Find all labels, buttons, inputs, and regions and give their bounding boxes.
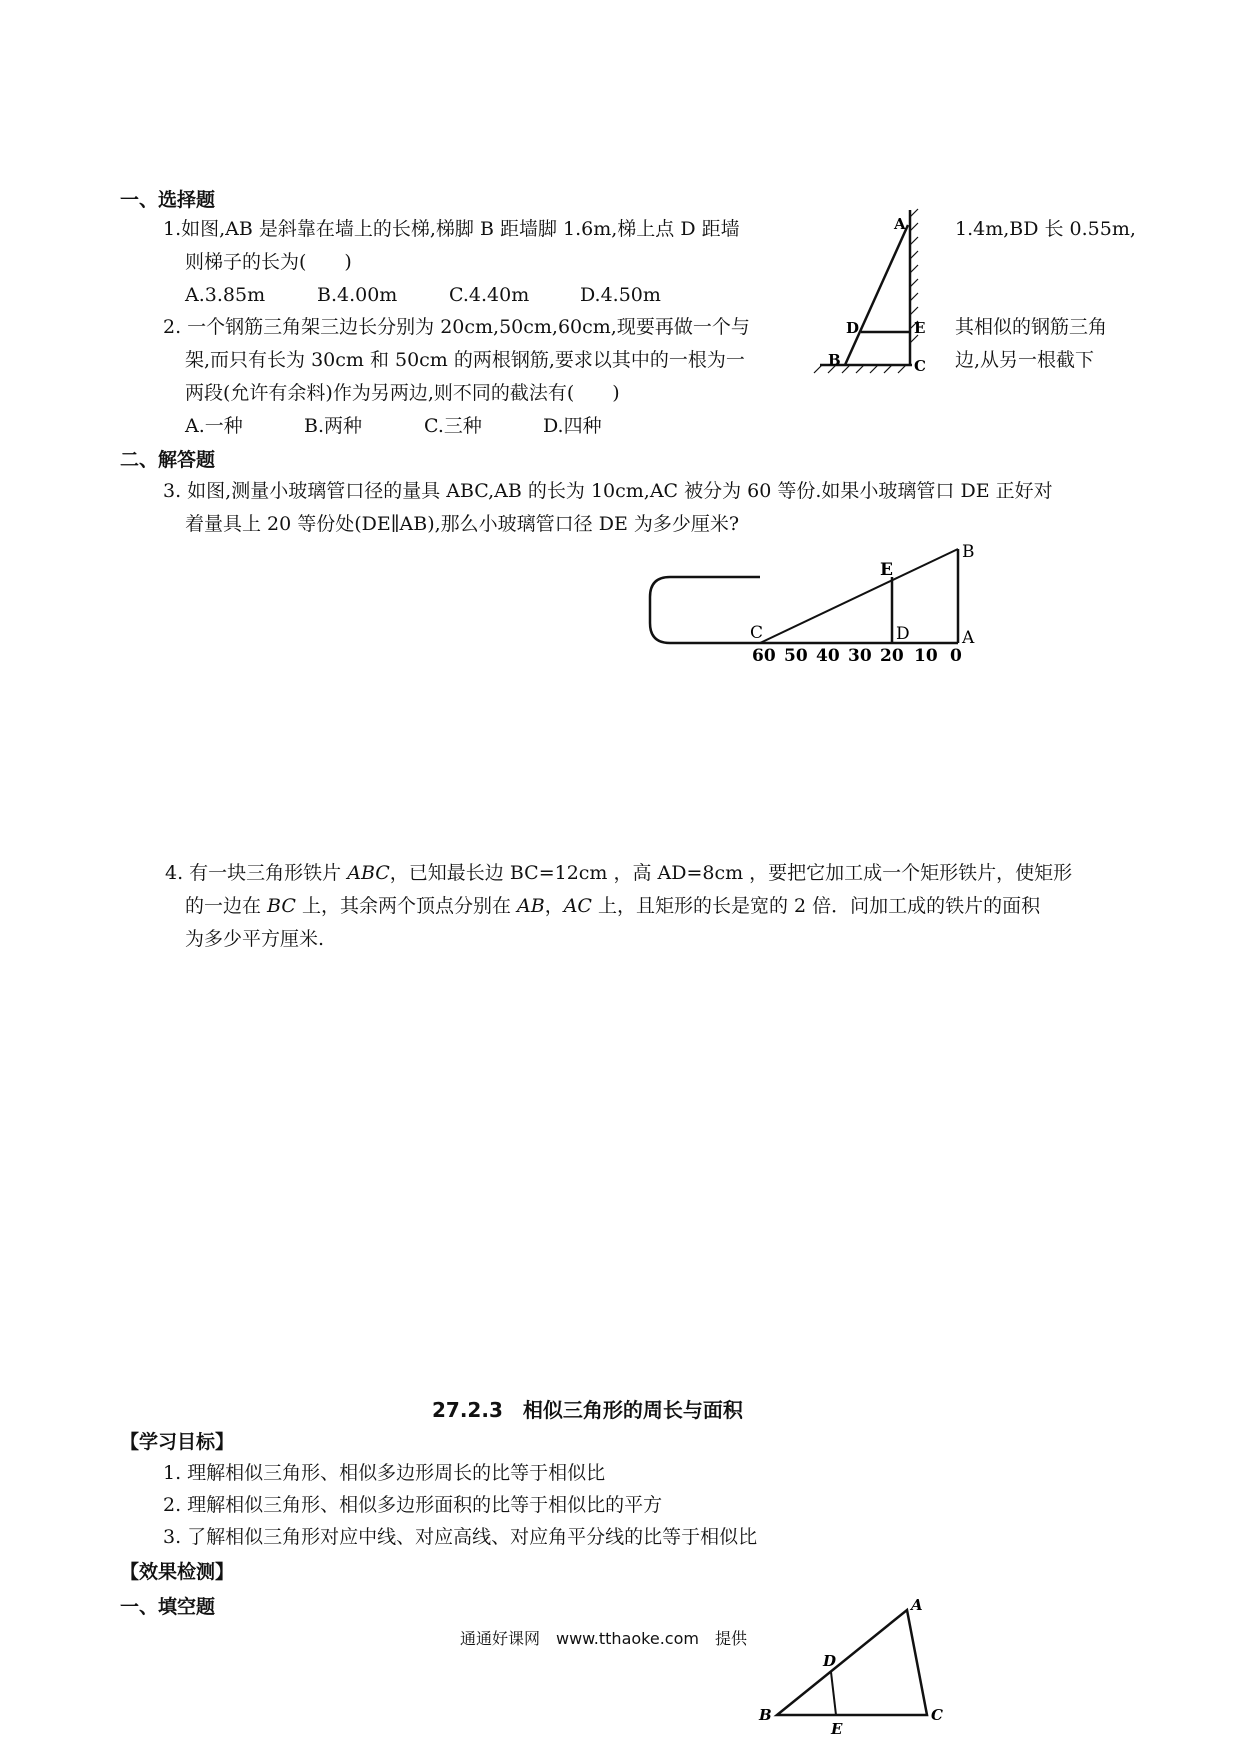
q4-text: 上，其余两个顶点分别在 <box>295 895 517 917</box>
q1-option-b: B.4.00m <box>317 284 398 306</box>
q1-option-a: A.3.85m <box>185 284 266 306</box>
check-header: 【效果检测】 <box>120 1561 235 1583</box>
label-a: A <box>962 628 975 648</box>
label-b: B <box>759 1706 772 1724</box>
glass-tube <box>650 577 760 643</box>
q4-triangle-name: ABC <box>347 862 390 884</box>
q3-line2: 着量具上 20 等份处(DE∥AB),那么小玻璃管口径 DE 为多少厘米? <box>185 513 740 535</box>
q2-option-c: C.三种 <box>424 415 482 437</box>
q4-text: 4. 有一块三角形铁片 <box>165 862 348 884</box>
q4-text: ， <box>544 895 564 917</box>
q4-text: 上，且矩形的长是宽的 2 倍．问加工成的铁片的面积 <box>591 895 1041 917</box>
fill-section-title: 一、填空题 <box>120 1596 216 1618</box>
q2-option-d: D.四种 <box>543 415 602 437</box>
goal-item-1: 1. 理解相似三角形、相似多边形周长的比等于相似比 <box>163 1462 606 1484</box>
segment-de <box>831 1672 836 1715</box>
label-e: E <box>914 319 926 337</box>
goals-header: 【学习目标】 <box>120 1431 235 1453</box>
label-a: A <box>894 215 906 233</box>
ladder-figure <box>800 205 940 380</box>
q3-line1: 3. 如图,测量小玻璃管口径的量具 ABC,AB 的长为 10cm,AC 被分为 60 等份.如果小玻璃管口 DE 正好对 <box>163 480 1053 502</box>
q2-line1-right: 其相似的钢筋三角 <box>955 316 1108 338</box>
triangle-abc <box>777 1610 927 1715</box>
goal-item-3: 3. 了解相似三角形对应中线、对应高线、对应角平分线的比等于相似比 <box>163 1526 758 1548</box>
q1-option-d: D.4.50m <box>580 284 661 306</box>
footer-text: 通通好课网 www.tthaoke.com 提供 <box>460 1629 747 1648</box>
scale-label: 10 <box>914 646 938 665</box>
q1-line1: 1.如图,AB 是斜靠在墙上的长梯,梯脚 B 距墙脚 1.6m,梯上点 D 距墙 <box>163 218 740 240</box>
q4-side-bc: BC <box>267 895 296 917</box>
q4-line1 <box>165 860 1072 886</box>
segment-cb <box>760 549 958 643</box>
q4-text: ，已知最长边 BC=12cm ，高 AD=8cm ，要把它加工成一个矩形铁片，使矩形 <box>389 862 1073 884</box>
label-c: C <box>750 623 764 643</box>
label-e: E <box>880 560 893 580</box>
label-d: D <box>823 1652 837 1670</box>
q1-line2: 则梯子的长为( ) <box>185 251 352 273</box>
scale-label: 50 <box>784 646 808 665</box>
section-title-answer: 二、解答题 <box>120 449 216 471</box>
q2-line1: 2. 一个钢筋三角架三边长分别为 20cm,50cm,60cm,现要再做一个与 <box>163 316 750 338</box>
scale-labels <box>752 646 962 665</box>
label-d: D <box>846 319 860 337</box>
scale-label: 30 <box>848 646 872 665</box>
q4-side-ac: AC <box>563 895 592 917</box>
q4-side-ab: AB <box>517 895 545 917</box>
scale-label: 20 <box>880 646 904 665</box>
triangle-figure <box>755 1596 955 1746</box>
ladder-ab <box>845 225 908 365</box>
scale-label: 60 <box>752 646 776 665</box>
q2-line2-right: 边,从另一根截下 <box>955 349 1095 371</box>
q4-text: 的一边在 <box>185 895 268 917</box>
label-c: C <box>914 357 926 375</box>
q1-option-c: C.4.40m <box>449 284 530 306</box>
q2-line3: 两段(允许有余料)作为另两边,则不同的截法有( ) <box>185 382 620 404</box>
label-b: B <box>828 351 841 369</box>
q2-option-a: A.一种 <box>185 415 243 437</box>
scale-label: 40 <box>816 646 840 665</box>
q1-line1-right: 1.4m,BD 长 0.55m, <box>955 218 1136 240</box>
goal-item-2: 2. 理解相似三角形、相似多边形面积的比等于相似比的平方 <box>163 1494 663 1516</box>
q2-option-b: B.两种 <box>304 415 363 437</box>
section-title-choice: 一、选择题 <box>120 189 216 211</box>
measuring-tool-figure <box>640 535 990 665</box>
q4-line2 <box>185 893 1040 919</box>
q2-line2: 架,而只有长为 30cm 和 50cm 的两根钢筋,要求以其中的一根为一 <box>185 349 745 371</box>
q4-line3: 为多少平方厘米. <box>185 928 325 950</box>
label-a: A <box>911 1596 923 1614</box>
label-c: C <box>931 1706 943 1724</box>
label-d: D <box>896 624 910 644</box>
lesson-title: 27.2.3 相似三角形的周长与面积 <box>432 1398 743 1422</box>
label-e: E <box>831 1720 843 1738</box>
label-b: B <box>962 542 975 562</box>
scale-label: 0 <box>950 646 962 665</box>
